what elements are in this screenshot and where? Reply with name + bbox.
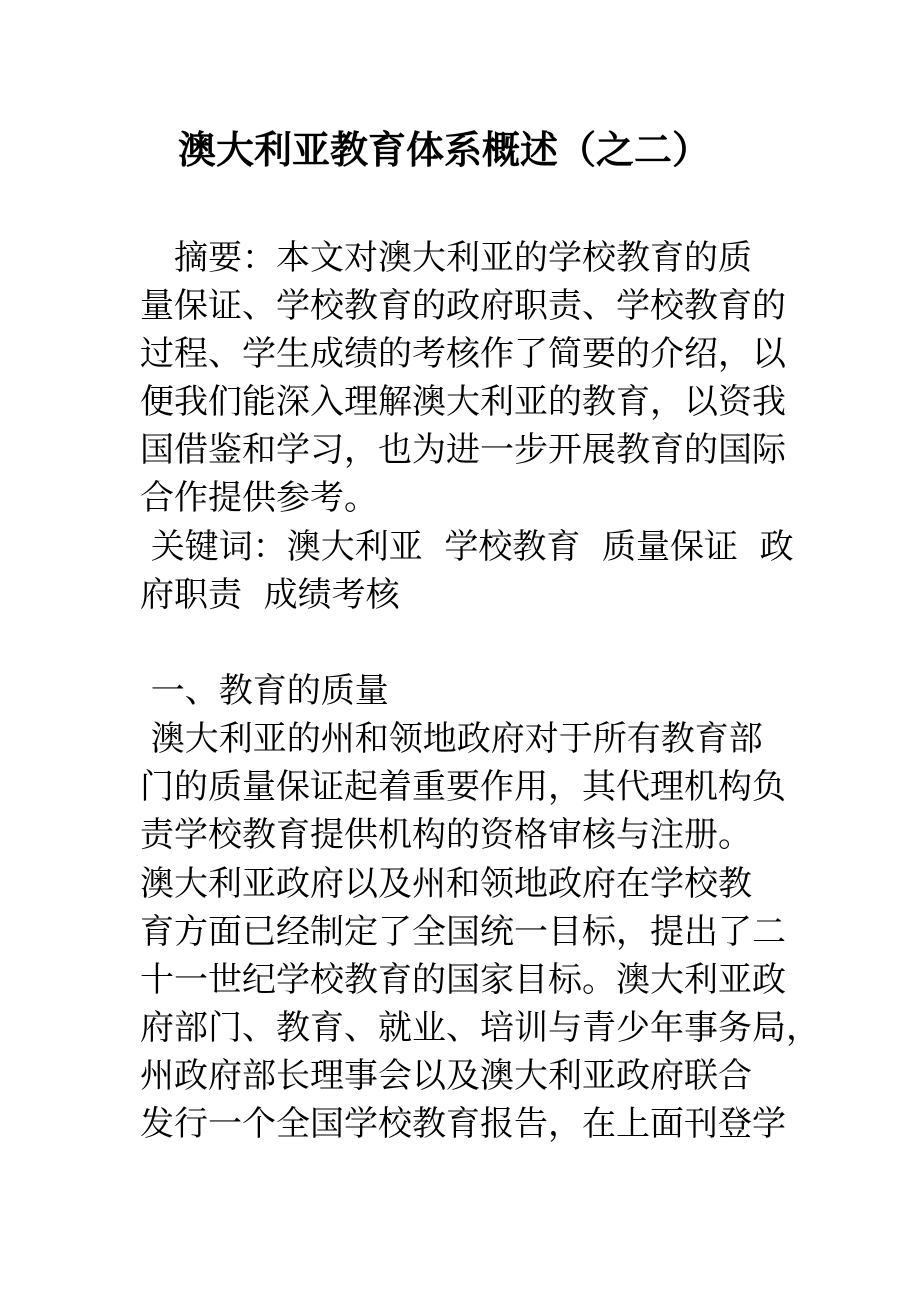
abstract-line-2: 量保证、学校教育的政府职责、学校教育的 <box>140 286 786 326</box>
body-line-1: 澳大利亚的州和领地政府对于所有教育部 <box>140 719 763 759</box>
body-line-3: 责学校教育提供机构的资格审核与注册。 <box>140 815 752 855</box>
abstract-line-5: 国借鉴和学习，也为进一步开展教育的国际 <box>140 430 786 470</box>
section-heading: 一、教育的质量 <box>140 671 389 711</box>
body-line-6: 十一世纪学校教育的国家目标。澳大利亚政 <box>140 960 786 1000</box>
document-title: 澳大利亚教育体系概述（之二） <box>178 128 711 172</box>
abstract-line-4: 便我们能深入理解澳大利亚的教育，以资我 <box>140 382 786 422</box>
body-line-7: 府部门、教育、就业、培训与青少年事务局， <box>140 1008 820 1048</box>
body-line-8: 州政府部长理事会以及澳大利亚政府联合 <box>140 1056 752 1096</box>
keywords-line-1: 关键词：澳大利亚 学校教育 质量保证 政 <box>140 527 794 567</box>
body-line-4: 澳大利亚政府以及州和领地政府在学校教 <box>140 864 752 904</box>
abstract-line-1: 摘要：本文对澳大利亚的学校教育的质 <box>140 238 752 278</box>
keywords-line-2: 府职责 成绩考核 <box>140 575 400 615</box>
body-line-9: 发行一个全国学校教育报告，在上面刊登学 <box>140 1104 786 1144</box>
body-line-2: 门的质量保证起着重要作用，其代理机构负 <box>140 767 786 807</box>
body-line-5: 育方面已经制定了全国统一目标，提出了二 <box>140 912 786 952</box>
abstract-line-6: 合作提供参考。 <box>140 478 378 518</box>
abstract-line-3: 过程、学生成绩的考核作了简要的介绍，以 <box>140 334 786 374</box>
